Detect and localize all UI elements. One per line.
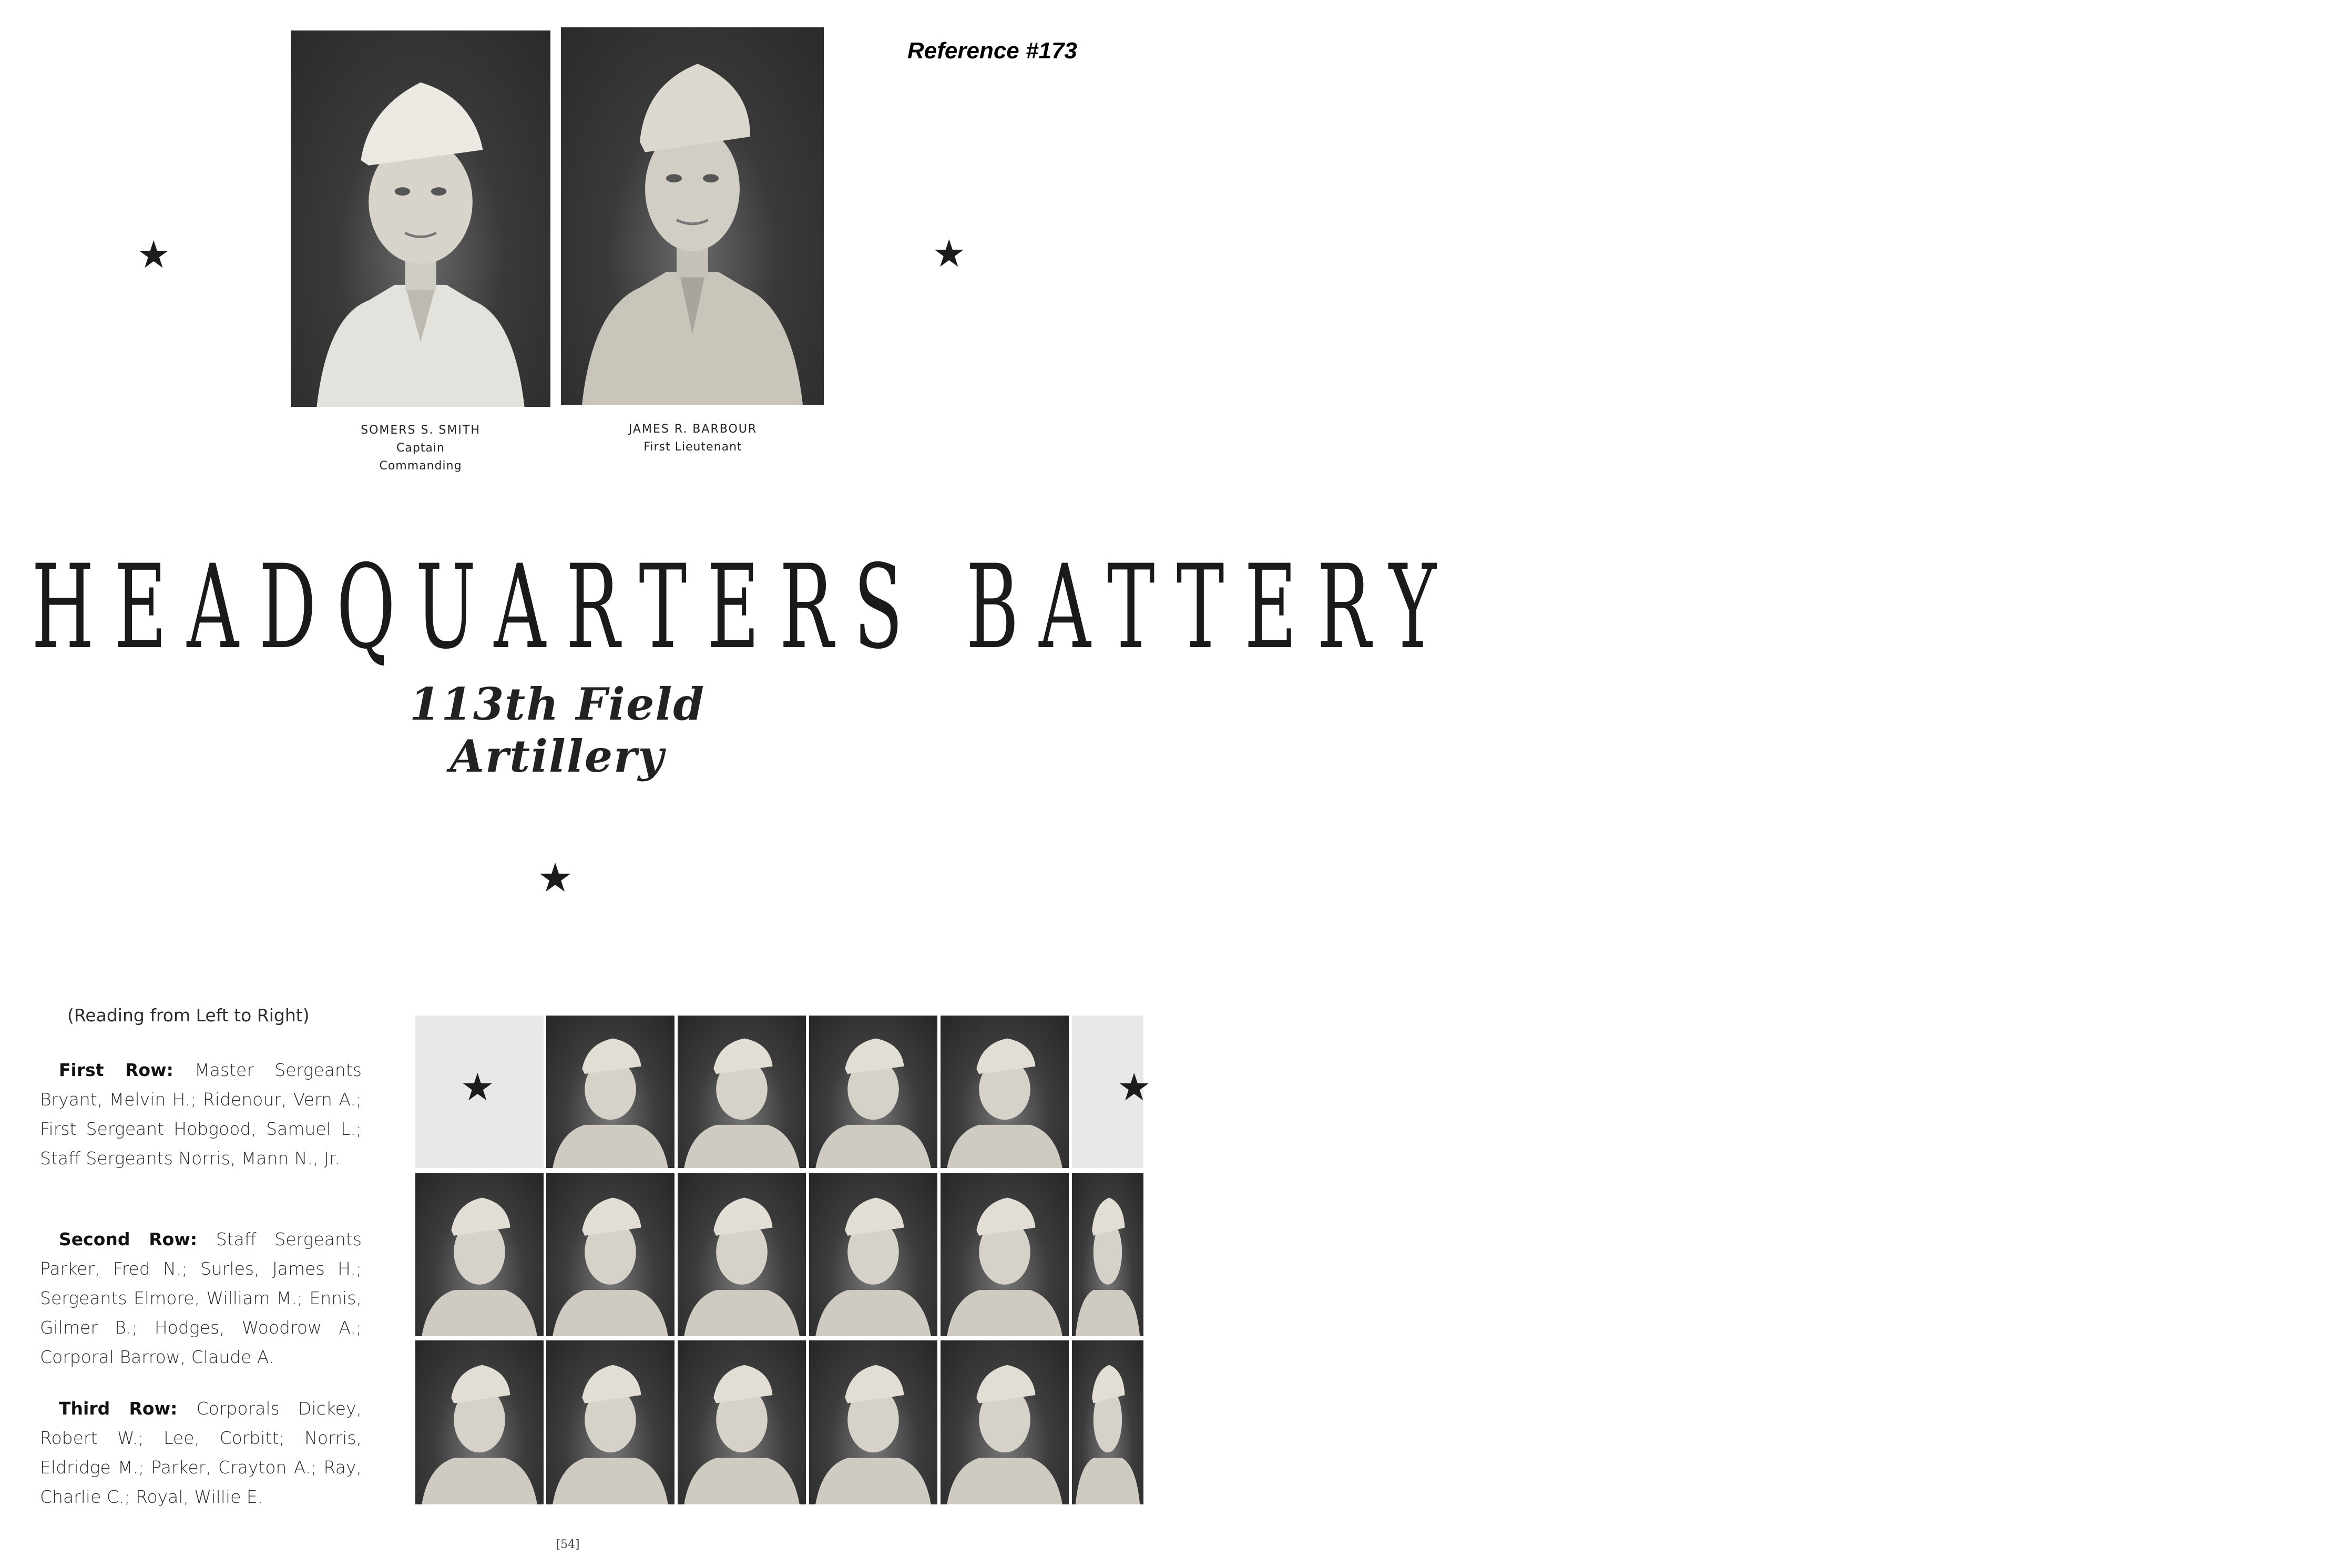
member-photo — [941, 1340, 1069, 1504]
star-icon: ★ — [932, 231, 966, 275]
star-icon: ★ — [137, 232, 171, 276]
row-label: Third Row: — [59, 1398, 197, 1419]
reference-label: Reference #173 — [907, 38, 1077, 64]
grid-blank-cell — [1072, 1016, 1151, 1168]
reading-direction-note: (Reading from Left to Right) — [67, 1005, 310, 1026]
row-text: Staff Sergeants Parker, Fred N.; Surles, James H.; Sergeants Elmore, William M.; Ennis, Gilmer B.; Hodges, Woodrow A.; Corporal Barrow, Claude A. — [40, 1229, 362, 1367]
photo-grid — [415, 1016, 1151, 1504]
member-photo — [1072, 1173, 1143, 1336]
member-photo — [941, 1016, 1069, 1168]
grid-blank-cell — [415, 1016, 544, 1168]
member-photo — [546, 1016, 675, 1168]
row-label: Second Row: — [59, 1229, 216, 1249]
member-photo — [678, 1016, 806, 1168]
member-photo — [809, 1173, 937, 1336]
star-icon: ★ — [461, 1065, 495, 1109]
officer-caption — [315, 422, 526, 475]
page-number: [54] — [556, 1538, 580, 1551]
page-subtitle: 113th Field Artillery — [409, 678, 706, 782]
officer-role: Commanding — [379, 459, 462, 473]
officer-name: JAMES R. BARBOUR — [628, 423, 758, 436]
officer-portrait-barbour — [561, 27, 824, 405]
member-photo — [546, 1340, 675, 1504]
officer-rank: First Lieutenant — [643, 440, 742, 454]
officer-caption — [588, 421, 798, 456]
member-photo — [415, 1173, 544, 1336]
star-icon: ★ — [537, 854, 574, 901]
member-photo — [678, 1340, 806, 1504]
page-title-text: HEADQUARTERS BATTERY — [32, 540, 1457, 674]
row-text: Master Sergeants Bryant, Melvin H.; Ridenour, Vern A.; First Sergeant Hobgood, Samuel L.; Staff Sergeants Norris, Mann N., Jr. — [40, 1060, 362, 1169]
member-photo — [941, 1173, 1069, 1336]
member-photo — [809, 1016, 937, 1168]
page-title — [32, 540, 1457, 674]
officer-rank: Captain — [396, 442, 445, 455]
roster-third-row — [40, 1394, 362, 1512]
member-photo — [809, 1340, 937, 1504]
roster-second-row — [40, 1225, 362, 1372]
officer-name: SOMERS S. SMITH — [361, 424, 481, 437]
member-photo — [546, 1173, 675, 1336]
member-photo — [678, 1173, 806, 1336]
row-label: First Row: — [59, 1060, 195, 1080]
star-icon: ★ — [1117, 1065, 1151, 1109]
member-photo — [415, 1340, 544, 1504]
row-text: Corporals Dickey, Robert W.; Lee, Corbitt; Norris, Eldridge M.; Parker, Crayton A.; Ray, Charlie C.; Royal, Willie E. — [40, 1398, 362, 1507]
member-photo — [1072, 1340, 1143, 1504]
officer-portrait-smith — [291, 30, 550, 407]
roster-first-row — [40, 1055, 362, 1173]
